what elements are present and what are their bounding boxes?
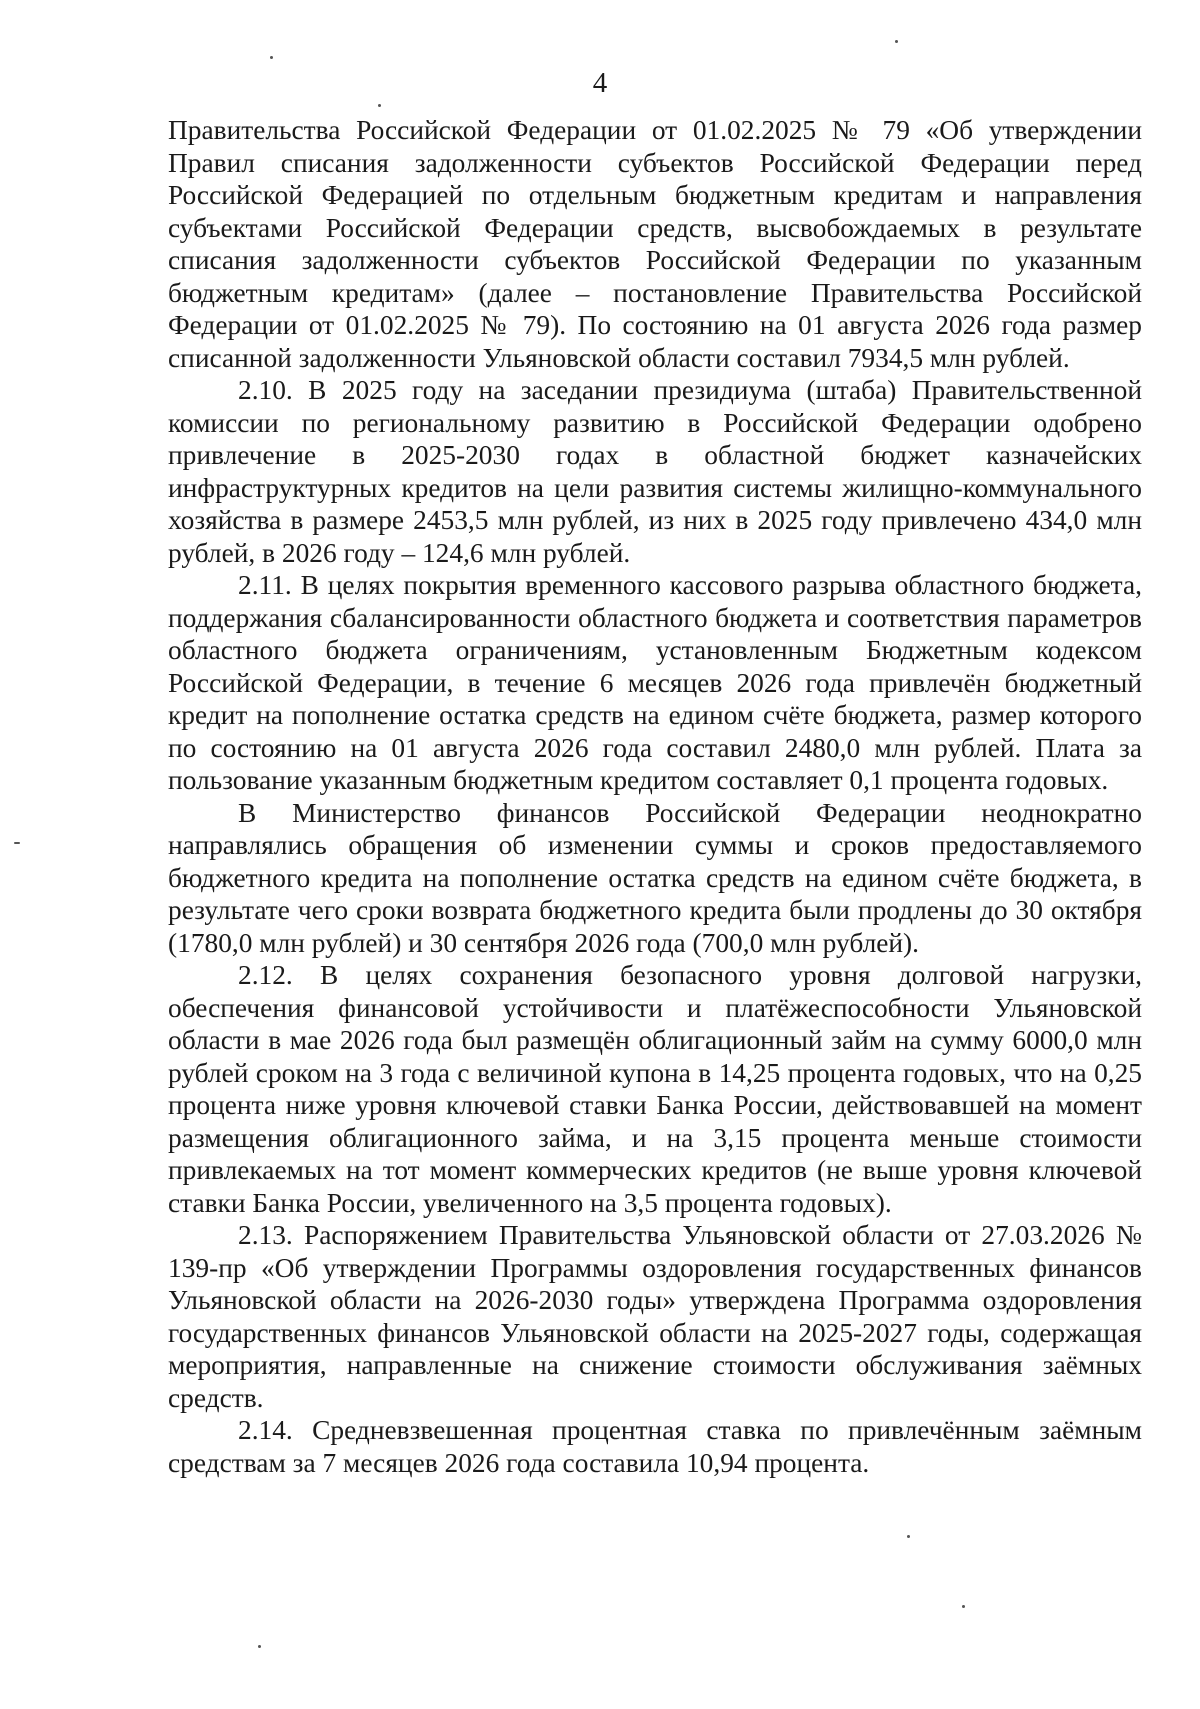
paragraph-2-12: 2.12. В целях сохранения безопасного уровня долговой нагрузки, обеспечения финансовой устойчивости и платёжеспособности Ульяновской области в мае 2026 года был размещён облигационный займ на сумму 6000,0 млн рублей сроком на 3 года с величиной купона в 14,25 процента годовых, что на 0,25 процента ниже уровня ключевой ставки Банка России, действовавшей на момент размещения облигационного займа, и на 3,15 процента меньше стоимости привлекаемых на тот момент коммерческих кредитов (не выше уровня ключевой ставки Банка России, увеличенного на 3,5 процента годовых). — [168, 960, 1142, 1218]
scan-speck — [895, 40, 898, 43]
paragraph-2-10: 2.10. В 2025 году на заседании президиума (штаба) Правительственной комиссии по региональному развитию в Российской Федерации одобрено привлечение в 2025-2030 годах в областной бюджет казначейских инфраструктурных кредитов на цели развития системы жилищно-коммунального хозяйства в размере 2453,5 млн рублей, из них в 2025 году привлечено 434,0 млн рублей, в 2026 году – 124,6 млн рублей. — [168, 375, 1142, 568]
paragraph-2-14: 2.14. Средневзвешенная процентная ставка по привлечённым заёмным средствам за 7 месяцев 2026 года составила 10,94 процента. — [168, 1415, 1142, 1478]
scan-speck — [14, 842, 20, 844]
scan-speck — [962, 1605, 965, 1608]
document-body — [168, 114, 1142, 1479]
page-number: 4 — [592, 67, 608, 99]
scan-speck — [270, 56, 273, 59]
scan-speck — [907, 1535, 910, 1538]
scan-speck — [258, 1645, 261, 1648]
scan-speck — [378, 104, 381, 107]
paragraph-continuation: Правительства Российской Федерации от 01.02.2025 № 79 «Об утверждении Правил списания задолженности субъектов Российской Федерации перед Российской Федерацией по отдельным бюджетным кредитам и направления субъектами Российской Федерации средств, высвобождаемых в результате списания задолженности субъектов Российской Федерации по указанным бюджетным кредитам» (далее – постановление Правительства Российской Федерации от 01.02.2025 № 79). По состоянию на 01 августа 2026 года размер списанной задолженности Ульяновской области составил 7934,5 млн рублей. — [168, 115, 1142, 373]
paragraph-ministry-requests: В Министерство финансов Российской Федерации неоднократно направлялись обращения об изменении суммы и сроков предоставляемого бюджетного кредита на пополнение остатка средств на едином счёте бюджета, в результате чего сроки возврата бюджетного кредита были продлены до 30 октября (1780,0 млн рублей) и 30 сентября 2026 года (700,0 млн рублей). — [168, 797, 1142, 958]
paragraph-2-13: 2.13. Распоряжением Правительства Ульяновской области от 27.03.2026 № 139-пр «Об утверждении Программы оздоровления государственных финансов Ульяновской области на 2026-2030 годы» утверждена Программа оздоровления государственных финансов Ульяновской области на 2025-2027 годы, содержащая мероприятия, направленные на снижение стоимости обслуживания заёмных средств. — [168, 1220, 1142, 1413]
paragraph-2-11: 2.11. В целях покрытия временного кассового разрыва областного бюджета, поддержания сбалансированности областного бюджета и соответствия параметров областного бюджета ограничениям, установленным Бюджетным кодексом Российской Федерации, в течение 6 месяцев 2026 года привлечён бюджетный кредит на пополнение остатка средств на едином счёте бюджета, размер которого по состоянию на 01 августа 2026 года составил 2480,0 млн рублей. Плата за пользование указанным бюджетным кредитом составляет 0,1 процента годовых. — [168, 570, 1142, 795]
